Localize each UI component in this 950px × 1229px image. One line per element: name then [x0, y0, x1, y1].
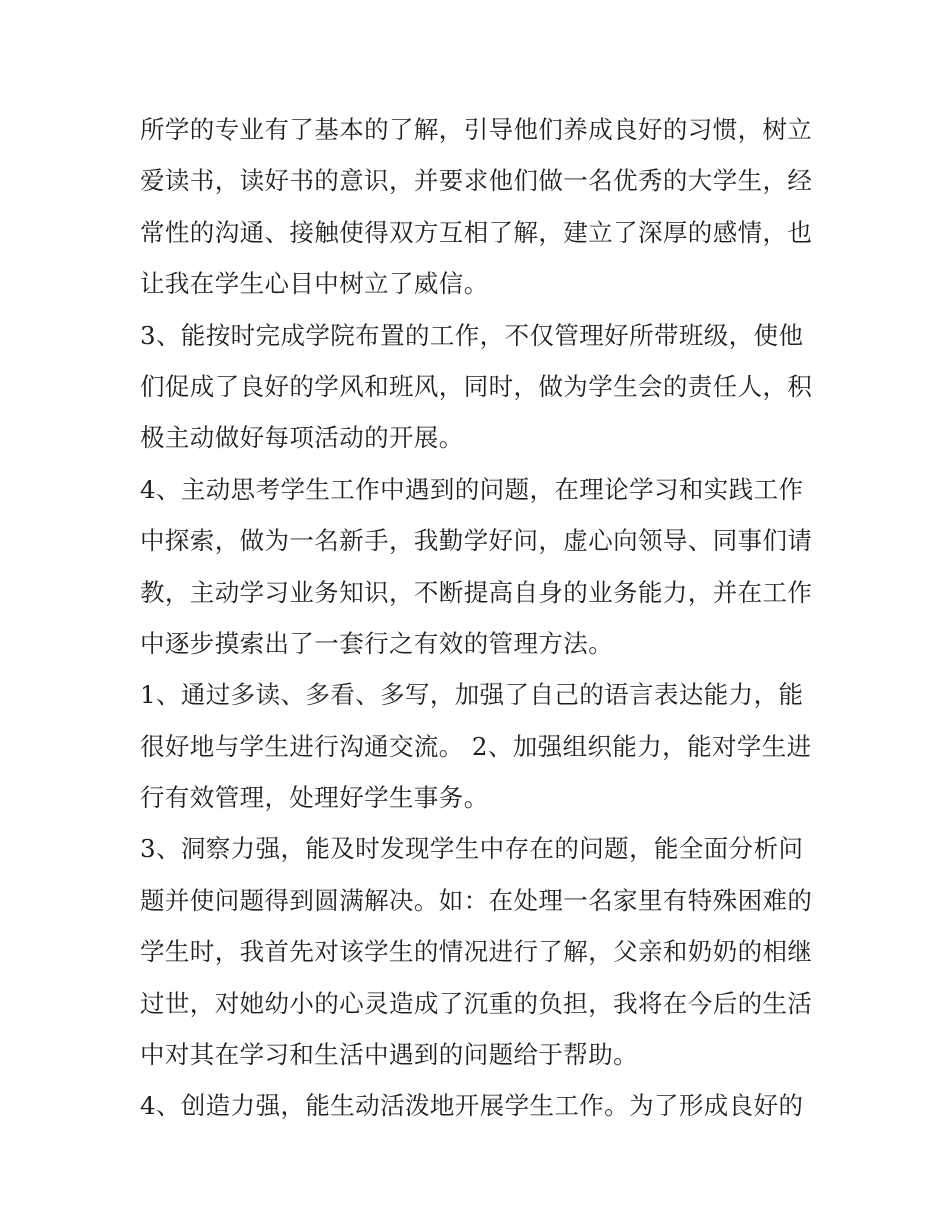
text-line: 让我在学生心目中树立了威信。: [140, 269, 489, 299]
text-line: 中对其在学习和生活中遇到的问题给于帮助。: [140, 1040, 638, 1070]
text-line: 们促成了良好的学风和班风，同时，做为学生会的责任人，积: [140, 371, 813, 401]
text-line: 很好地与学生进行沟通交流。 2、加强组织能力，能对学生进: [140, 731, 812, 761]
text-line: 所学的专业有了基本的了解，引导他们养成良好的习惯，树立: [140, 115, 813, 144]
text-line: 常性的沟通、接触使得双方互相了解，建立了深厚的感情，也: [140, 217, 813, 247]
text-line: 过世，对她幼小的心灵造成了沉重的负担，我将在今后的生活: [140, 988, 813, 1018]
text-line: 教，主动学习业务知识，不断提高自身的业务能力，并在工作: [140, 577, 813, 607]
document-body: [140, 104, 820, 1132]
text-line: 行有效管理，处理好学生事务。: [140, 783, 489, 813]
text-line: 题并使问题得到圆满解决。如：在处理一名家里有特殊困难的: [140, 885, 813, 915]
text-line: 中逐步摸索出了一套行之有效的管理方法。: [140, 628, 614, 658]
text-line: 4、主动思考学生工作中遇到的问题，在理论学习和实践工作: [140, 474, 804, 504]
text-line: 1、通过多读、多看、多写，加强了自己的语言表达能力，能: [140, 680, 804, 710]
text-line: 爱读书，读好书的意识，并要求他们做一名优秀的大学生，经: [140, 166, 813, 196]
text-line: 3、洞察力强，能及时发现学生中存在的问题，能全面分析问: [140, 834, 804, 864]
text-line: 中探索，做为一名新手，我勤学好问，虚心向领导、同事们请: [140, 526, 813, 556]
text-line: 极主动做好每项活动的开展。: [140, 423, 464, 453]
text-line: 学生时，我首先对该学生的情况进行了解，父亲和奶奶的相继: [140, 937, 813, 967]
text-line: 3、能按时完成学院布置的工作，不仅管理好所带班级，使他: [140, 320, 804, 350]
text-line: 4、创造力强，能生动活泼地开展学生工作。为了形成良好的: [140, 1091, 804, 1121]
